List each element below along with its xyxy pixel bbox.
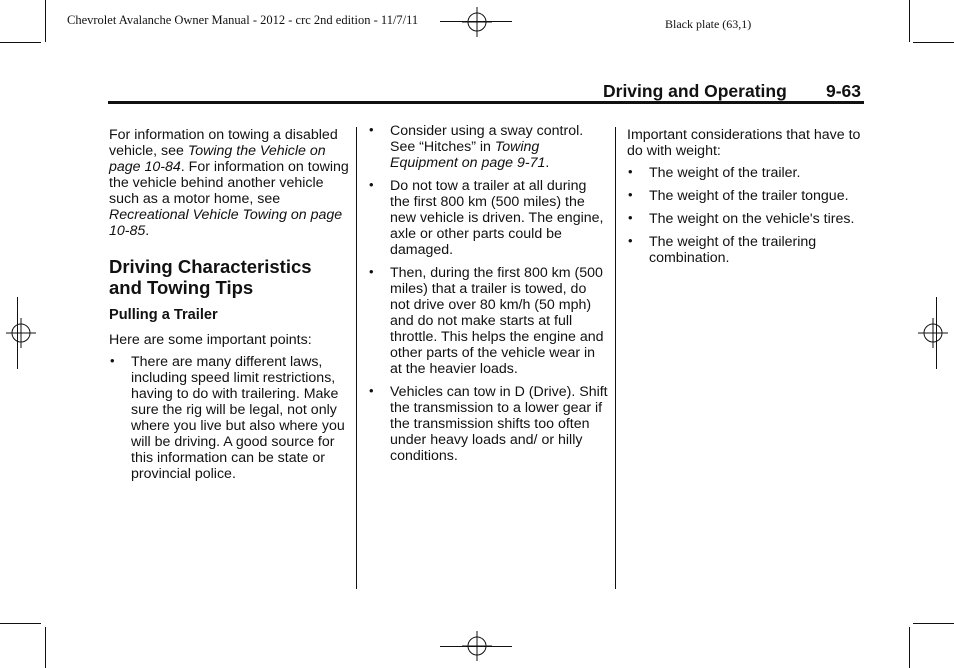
- list-item: • There are many different laws, including speed limit restrictions, having to do with trailering. Make sure the rig will be legal, not only where you live but also where you will be driving. A good source for this information can be state or provincial police.: [109, 354, 349, 482]
- list-item: • The weight on the vehicle's tires.: [627, 211, 867, 227]
- lead-text: Important considerations that have to do with weight:: [627, 127, 861, 159]
- registration-mark-top: [462, 7, 492, 37]
- intro-paragraph: For information on towing a disabled vehicle, see Towing the Vehicle on page 10-84. For information on towing the vehicle behind another vehicle such as a motor home, see Recreational Vehicle Towing on page 10-85.: [109, 127, 349, 239]
- column-2: [368, 123, 608, 464]
- list-item: • The weight of the trailer tongue.: [627, 188, 867, 204]
- column-3: [627, 127, 867, 266]
- subsection-heading: Pulling a Trailer: [109, 307, 218, 323]
- bullet-list: [109, 354, 349, 482]
- header-rule: [108, 101, 864, 104]
- bullet-list: [368, 123, 608, 464]
- column-divider-2: [615, 127, 616, 589]
- lead-text: Here are some important points:: [109, 332, 312, 348]
- list-item: • Then, during the first 800 km (500 miles) that a trailer is towed, do not drive over 80 km/h (50 mph) and do not make starts at full throttle. This helps the engine and other parts of the vehicle wear in at the heavier loads.: [368, 265, 608, 377]
- list-item: • The weight of the trailer.: [627, 165, 867, 181]
- column-divider-1: [356, 127, 357, 589]
- bullet-list: [627, 165, 867, 266]
- list-item: • Consider using a sway control. See “Hitches” in Towing Equipment on page 9-71.: [368, 123, 608, 171]
- section-heading: Driving Characteristics and Towing Tips: [109, 256, 312, 298]
- plate-right-text: Black plate (63,1): [665, 17, 752, 31]
- column-1: [109, 127, 349, 482]
- plate-left-text: Chevrolet Avalanche Owner Manual - 2012 - crc 2nd edition - 11/7/11: [67, 13, 419, 27]
- list-item: • Do not tow a trailer at all during the first 800 km (500 miles) the new vehicle is driven. The engine, axle or other parts could be damaged.: [368, 178, 608, 258]
- registration-mark-right: [918, 318, 948, 348]
- page-number: 9-63: [826, 81, 862, 101]
- list-item: • The weight of the trailering combination.: [627, 234, 867, 266]
- section-title: Driving and Operating: [603, 81, 787, 101]
- list-item: • Vehicles can tow in D (Drive). Shift the transmission to a lower gear if the transmission shifts too often under heavy loads and/ or hilly conditions.: [368, 384, 608, 464]
- registration-mark-left: [6, 318, 36, 348]
